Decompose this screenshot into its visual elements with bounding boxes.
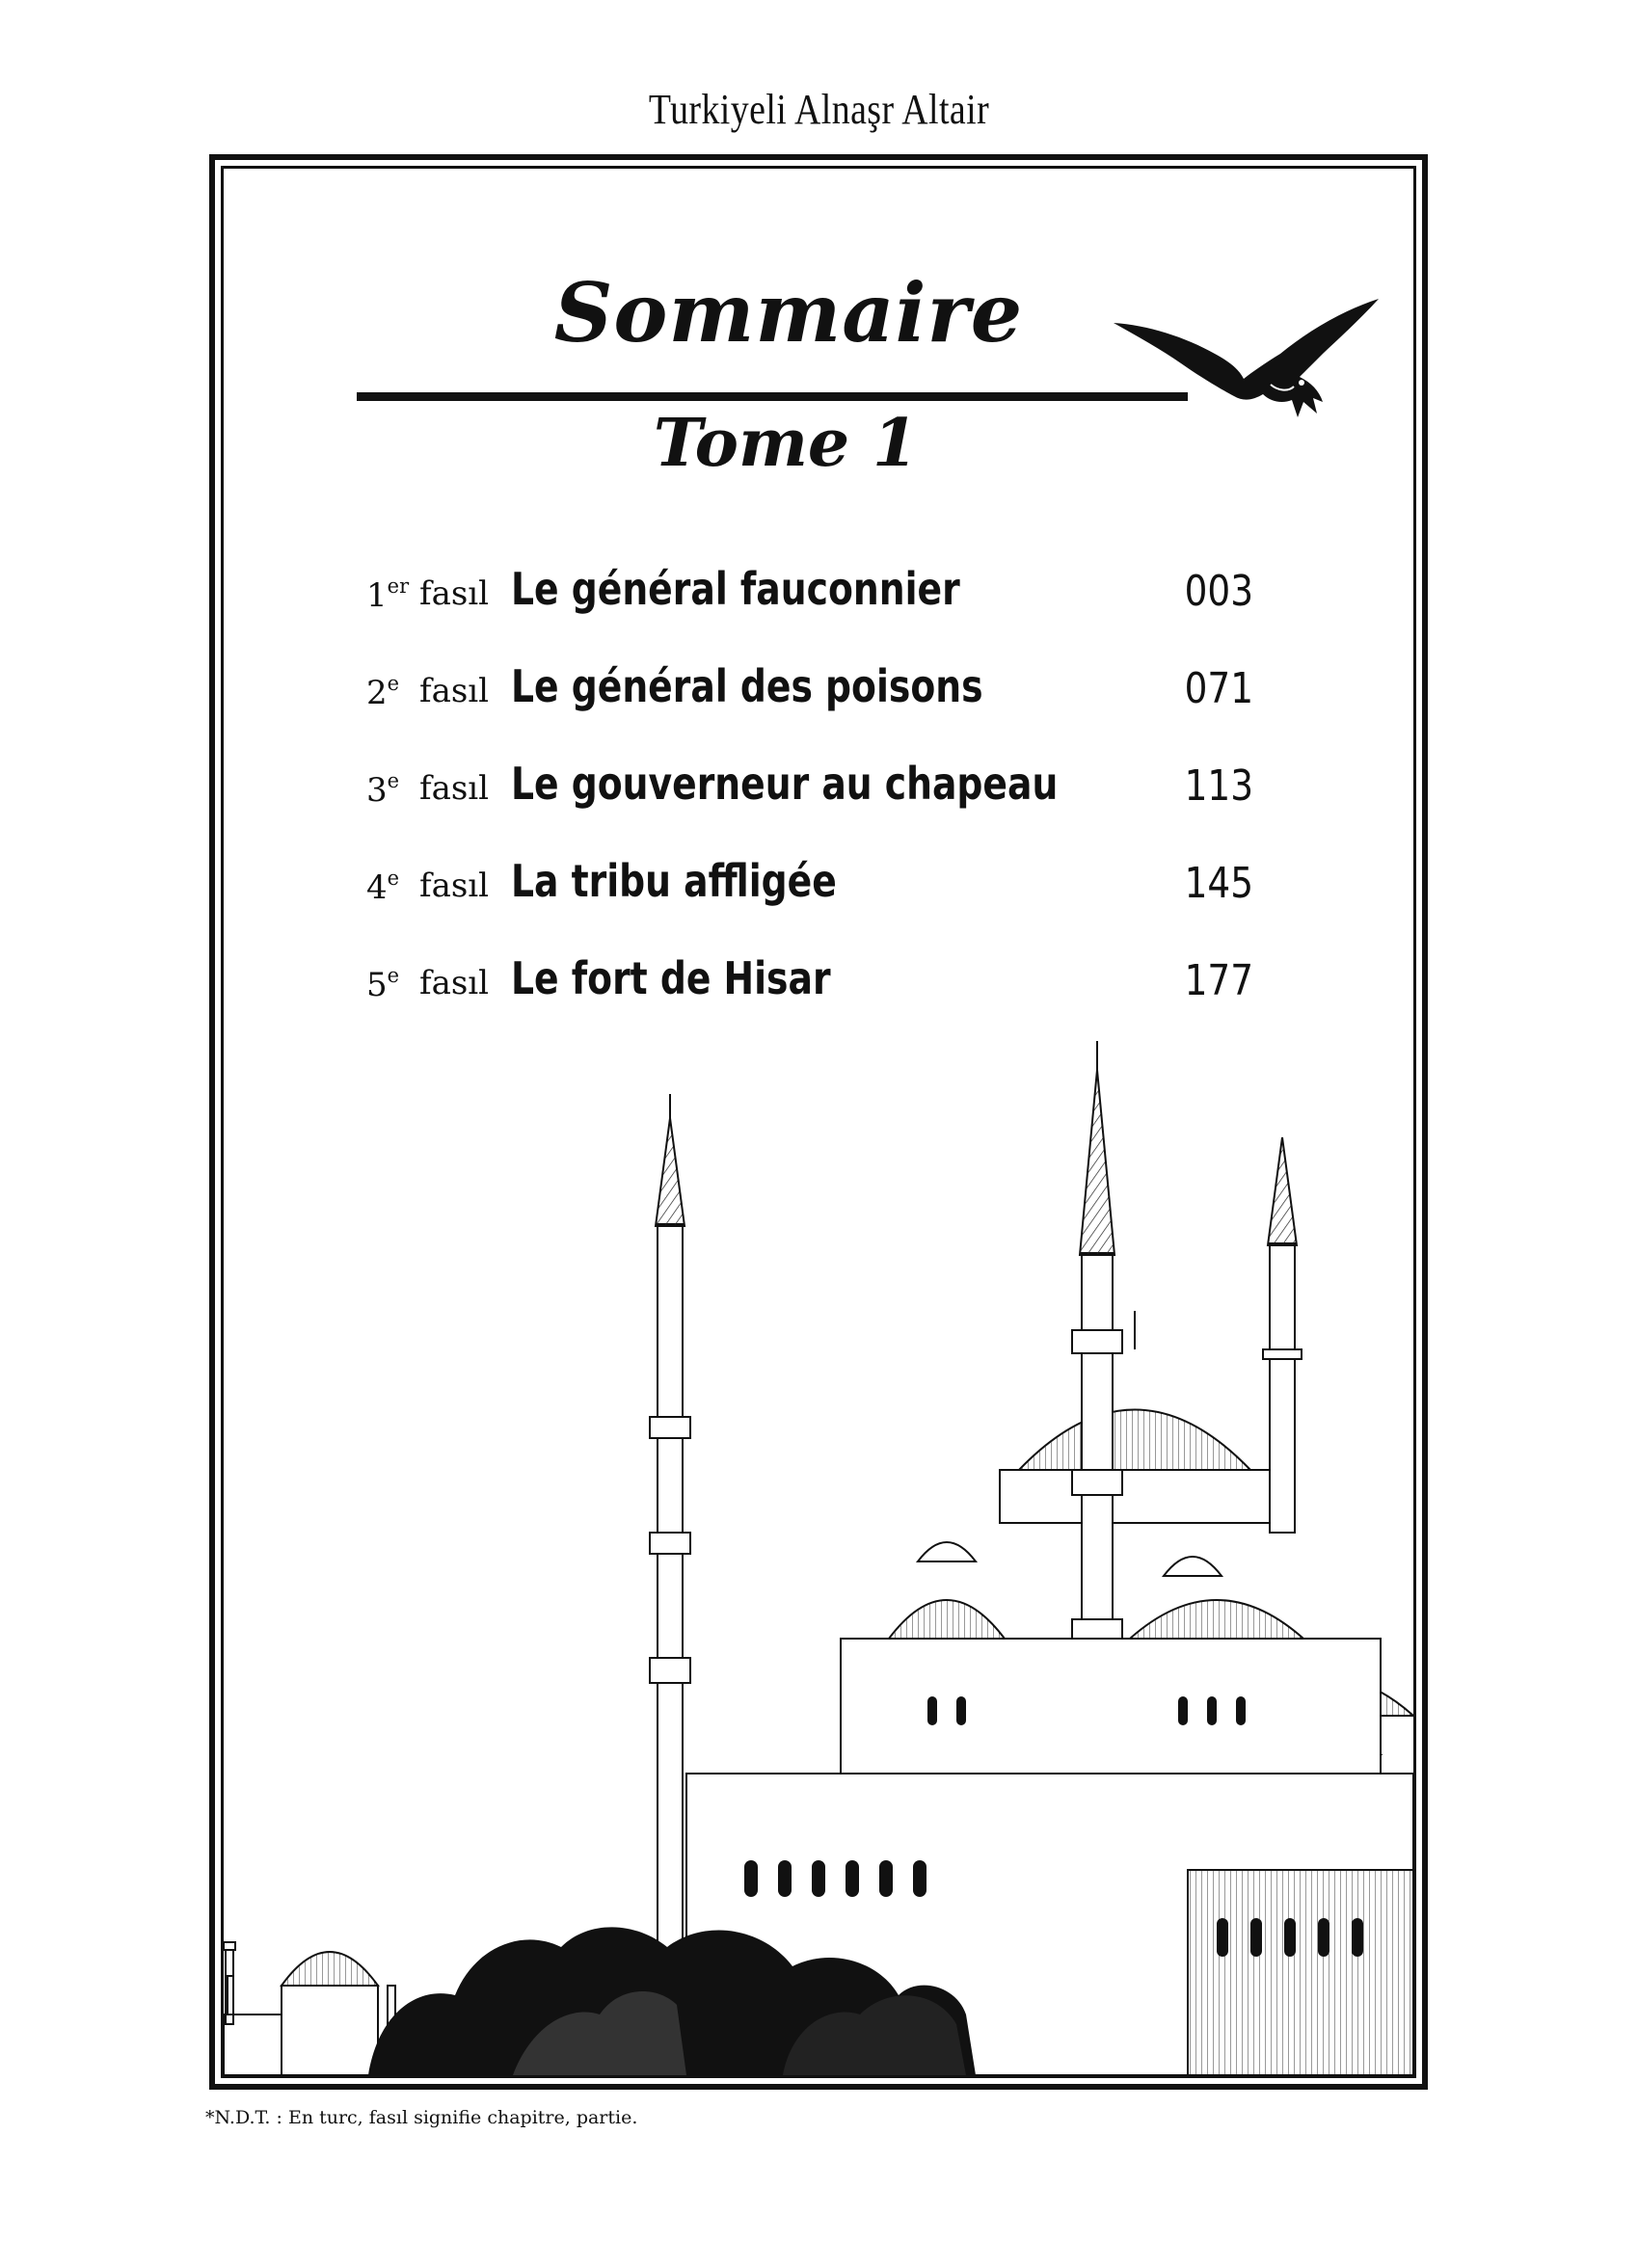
chapter-title: Le général des poisons bbox=[511, 660, 983, 712]
chapter-title: Le général fauconnier bbox=[511, 563, 960, 615]
chapter-page: 003 bbox=[1184, 567, 1253, 616]
translator-note: *N.D.T. : En turc, fasıl signifie chapitre, partie. bbox=[205, 2107, 638, 2128]
heading-rule bbox=[357, 392, 1188, 401]
volume-label: Tome 1 bbox=[653, 405, 919, 482]
chapter-number: 3e bbox=[366, 769, 400, 810]
chapter-number: 5e bbox=[366, 964, 400, 1004]
chapter-page: 113 bbox=[1184, 761, 1253, 811]
series-title: Turkiyeli Alnaşr Altair bbox=[648, 86, 990, 133]
toc-entry[interactable] bbox=[366, 851, 1253, 928]
eagle-icon bbox=[1109, 294, 1383, 439]
chapter-number: 2e bbox=[366, 672, 400, 712]
chapter-title: Le fort de Hisar bbox=[511, 952, 831, 1004]
mosque-illustration bbox=[224, 1022, 1413, 2075]
chapter-unit: fasıl bbox=[419, 867, 490, 905]
toc-entry[interactable] bbox=[366, 948, 1253, 1026]
chapter-number: 1er bbox=[366, 574, 410, 615]
chapter-page: 071 bbox=[1184, 664, 1253, 713]
chapter-unit: fasıl bbox=[419, 672, 490, 710]
chapter-page: 177 bbox=[1184, 956, 1253, 1005]
chapter-page: 145 bbox=[1184, 859, 1253, 908]
chapter-title: Le gouverneur au chapeau bbox=[511, 758, 1059, 810]
chapter-unit: fasıl bbox=[419, 964, 490, 1002]
toc-entry[interactable] bbox=[366, 559, 1253, 636]
contents-heading: Sommaire bbox=[553, 265, 1024, 360]
chapter-unit: fasıl bbox=[419, 574, 490, 613]
toc-entry[interactable] bbox=[366, 656, 1253, 734]
toc-entry[interactable] bbox=[366, 754, 1253, 831]
chapter-title: La tribu affligée bbox=[511, 855, 837, 907]
chapter-number: 4e bbox=[366, 867, 400, 907]
chapter-unit: fasıl bbox=[419, 769, 490, 808]
